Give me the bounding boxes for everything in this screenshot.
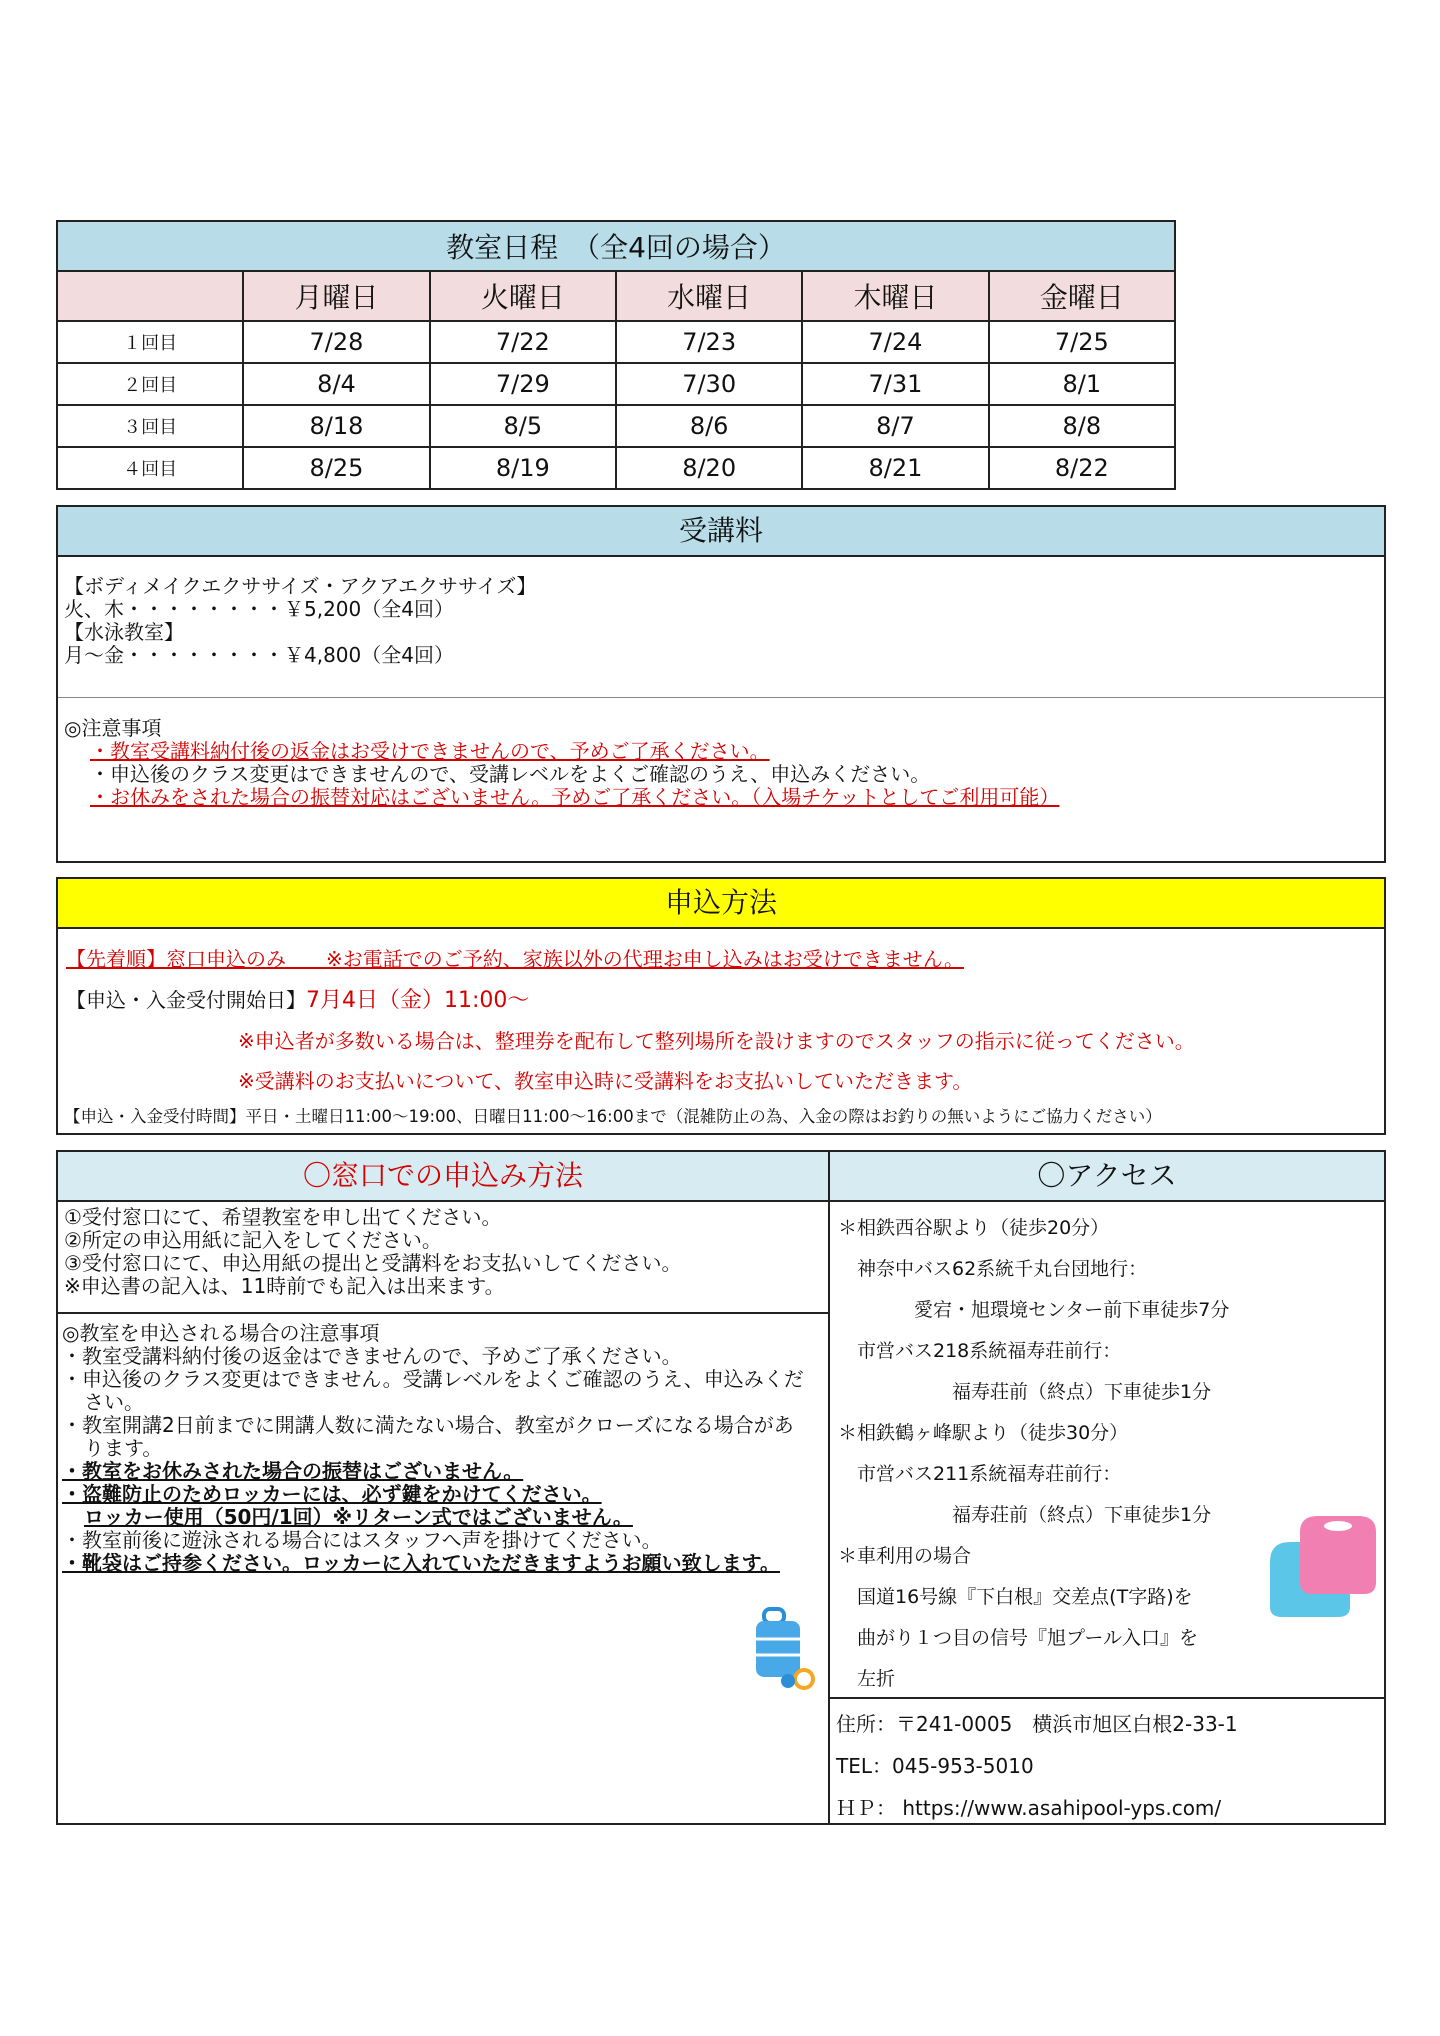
window-note: ・教室をお休みされた場合の振替はございません。: [62, 1459, 524, 1483]
table-row: １回目 7/28 7/22 7/23 7/24 7/25: [57, 321, 1175, 363]
start-date: 7月4日（金）11:00～: [306, 988, 530, 1013]
first-come-notice: 【先着順】窓口申込のみ ※お電話でのご予約、家族以外の代理お申し込みはお受けできません。: [66, 947, 964, 971]
course-name: 【ボディメイクエクササイズ・アクアエクササイズ】: [64, 574, 537, 598]
notes-title: ◎教室を申込される場合の注意事項: [62, 1321, 380, 1345]
method-title: 申込方法: [58, 879, 1384, 929]
fee-note: ・申込後のクラス変更はできませんので、受講レベルをよくご確認のうえ、申込みください。: [90, 762, 931, 786]
access-line: 曲がり１つ目の信号『旭プール入口』を: [838, 1627, 1199, 1649]
day-mon: 月曜日: [243, 271, 429, 321]
application-method-section: [56, 877, 1386, 1135]
step: ①受付窓口にて、希望教室を申し出てください。: [64, 1205, 502, 1229]
day-thu: 木曜日: [802, 271, 988, 321]
kickboard-icon: [1260, 1512, 1380, 1622]
access-title: 〇アクセス: [830, 1152, 1384, 1202]
access-line: 市営バス218系統福寿荘前行：: [838, 1340, 1122, 1362]
window-title: 〇窓口での申込み方法: [58, 1152, 828, 1202]
access-line: 福寿荘前（終点）下車徒歩1分: [838, 1381, 1212, 1403]
hours-notice: 【申込・入金受付時間】平日・土曜日11:00～19:00、日曜日11:00～16:00まで（混雑防止の為、入金の際はお釣りの無いようにご協力ください）: [64, 1107, 1162, 1126]
access-line: ＊車利用の場合: [838, 1545, 972, 1567]
window-note: ロッカー使用（50円/1回）※リターン式ではございません。: [84, 1505, 633, 1529]
access-line: 福寿荘前（終点）下車徒歩1分: [838, 1504, 1212, 1526]
window-note: ・盗難防止のためロッカーには、必ず鍵をかけてください。: [62, 1482, 602, 1506]
access-line: 国道16号線『下白根』交差点(T字路)を: [838, 1586, 1193, 1608]
notes-title: ◎注意事項: [64, 716, 162, 740]
payment-notice: ※受講料のお支払いについて、教室申込時に受講料をお支払いしていただきます。: [238, 1069, 973, 1093]
locker-bag-icon: [752, 1607, 820, 1691]
fee-note: ・お休みをされた場合の振替対応はございません。予めご了承ください。（入場チケットとしてご利用可能）: [90, 785, 1060, 809]
course-price: 火、木・・・・・・・・￥5,200（全4回）: [64, 597, 454, 621]
table-row: ３回目 8/18 8/5 8/6 8/7 8/8: [57, 405, 1175, 447]
access-line: ＊相鉄鶴ヶ峰駅より（徒歩30分）: [838, 1422, 1129, 1444]
course-name: 【水泳教室】: [64, 620, 184, 644]
access-line: 市営バス211系統福寿荘前行：: [838, 1463, 1122, 1485]
step: ②所定の申込用紙に記入をしてください。: [64, 1228, 442, 1252]
fee-note: ・教室受講料納付後の返金はお受けできませんので、予めご了承ください。: [90, 739, 770, 763]
table-row: ４回目 8/25 8/19 8/20 8/21 8/22: [57, 447, 1175, 489]
access-section: [828, 1150, 1386, 1825]
window-note: ・教室開講2日前までに開講人数に満たない場合、教室がクローズになる場合があります。: [62, 1413, 794, 1460]
course-price: 月～金・・・・・・・・￥4,800（全4回）: [64, 643, 454, 667]
homepage-link[interactable]: ＨＰ： https://www.asahipool-yps.com/: [836, 1796, 1222, 1820]
access-line: 左折: [838, 1668, 896, 1690]
day-tue: 火曜日: [430, 271, 616, 321]
schedule-table: [56, 220, 1176, 492]
fee-section: [56, 505, 1386, 863]
access-line: 愛宕・旭環境センター前下車徒歩7分: [838, 1299, 1230, 1321]
address: 住所：〒241-0005 横浜市旭区白根2-33-1: [836, 1712, 1238, 1736]
table-row: ２回目 8/4 7/29 7/30 7/31 8/1: [57, 363, 1175, 405]
divider: [58, 697, 1384, 698]
telephone: TEL：045-953-5010: [836, 1754, 1034, 1778]
window-application-section: [56, 1150, 830, 1825]
access-line: ＊相鉄西谷駅より（徒歩20分）: [838, 1217, 1110, 1239]
step: ※申込書の記入は、11時前でも記入は出来ます。: [64, 1274, 505, 1298]
window-note: ・申込後のクラス変更はできません。受講レベルをよくご確認のうえ、申込みください。: [62, 1367, 804, 1414]
window-note: ・教室受講料納付後の返金はできませんので、予めご了承ください。: [62, 1344, 682, 1368]
schedule-title: 教室日程 （全4回の場合）: [57, 221, 1175, 271]
start-label: 【申込・入金受付開始日】: [66, 988, 306, 1012]
ticket-notice: ※申込者が多数いる場合は、整理券を配布して整列場所を設けますのでスタッフの指示に従ってください。: [238, 1029, 1195, 1053]
window-note: ・靴袋はご持参ください。ロッカーに入れていただきますようお願い致します。: [62, 1551, 780, 1575]
access-line: 神奈中バス62系統千丸台団地行：: [838, 1258, 1148, 1280]
window-note: ・教室前後に遊泳される場合にはスタッフへ声を掛けてください。: [62, 1528, 662, 1552]
fee-title: 受講料: [58, 507, 1384, 557]
step: ③受付窓口にて、申込用紙の提出と受講料をお支払いしてください。: [64, 1251, 682, 1275]
day-fri: 金曜日: [989, 271, 1175, 321]
day-wed: 水曜日: [616, 271, 802, 321]
